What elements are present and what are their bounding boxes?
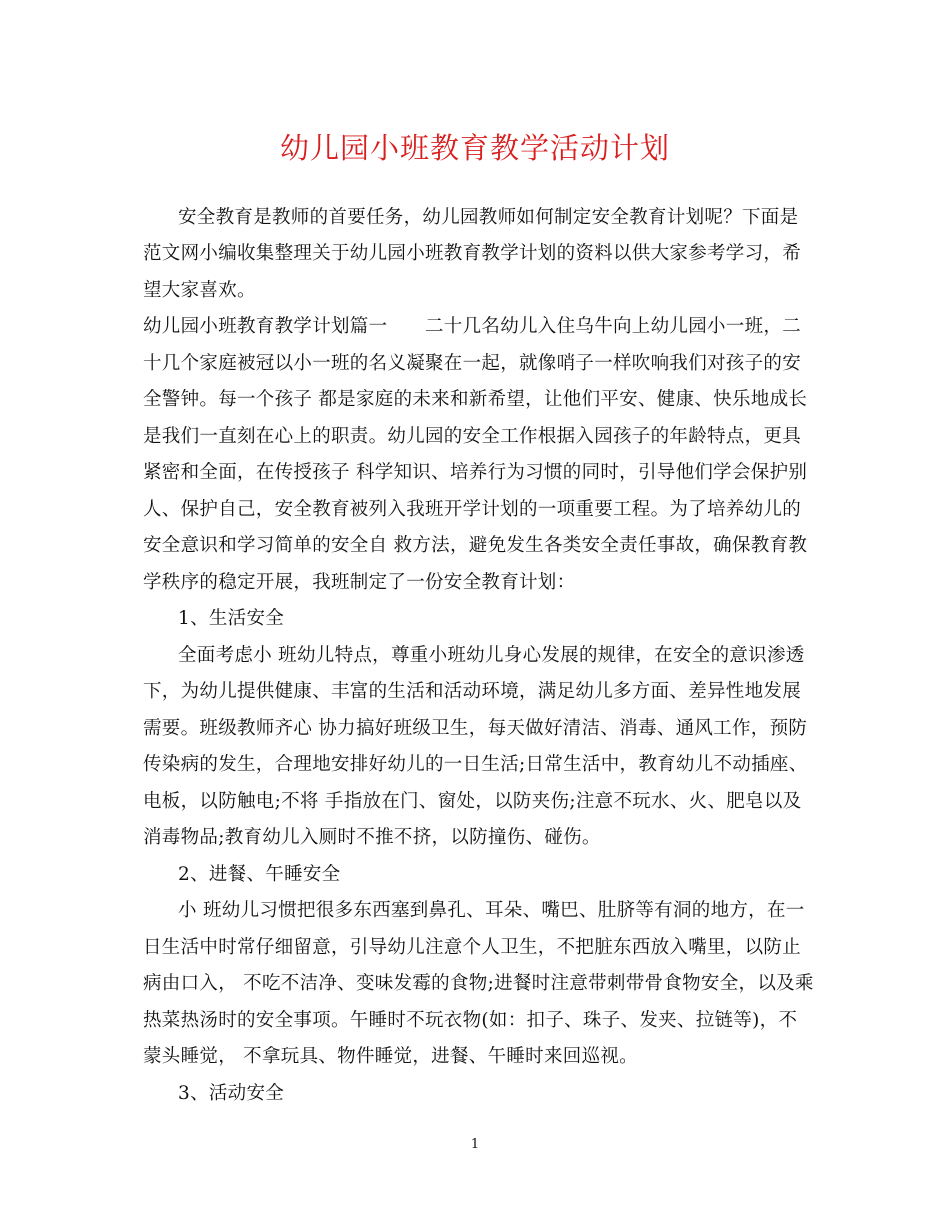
body-line-meal-5: 蒙头睡觉， 不拿玩具、物件睡觉，进餐、午睡时来回巡视。 [143, 1046, 638, 1067]
body-line-plan-6: 人、保护自己，安全教育被列入我班开学计划的一项重要工程。为了培养幼儿的 [143, 499, 802, 520]
body-line-meal-1: 小 班幼儿习惯把很多东西塞到鼻孔、耳朵、嘴巴、肚脐等有洞的地方，在一 [178, 900, 805, 921]
body-line-intro-2: 范文网小编收集整理关于幼儿园小班教育教学计划的资料以供大家参考学习，希 [143, 243, 802, 264]
body-line-life-3: 需要。班级教师齐心 协力搞好班级卫生，每天做好清洁、消毒、通风工作，预防 [143, 718, 808, 739]
section-heading-2: 2、进餐、午睡安全 [178, 864, 341, 885]
body-line-plan-7: 安全意识和学习简单的安全自 救方法，避免发生各类安全责任事故，确保教育教 [143, 535, 808, 556]
body-line-meal-3: 病由口入， 不吃不洁净、变味发霉的食物;进餐时注意带刺带骨食物安全，以及乘 [143, 973, 814, 994]
body-line-intro-1: 安全教育是教师的首要任务，幼儿园教师如何制定安全教育计划呢？下面是 [178, 207, 799, 228]
body-line-meal-4: 热菜热汤时的安全事项。午睡时不玩衣物(如：扣子、珠子、发夹、拉链等)，不 [143, 1010, 798, 1031]
body-line-plan-3: 全警钟。每一个孩子 都是家庭的未来和新希望，让他们平安、健康、快乐地成长 [143, 389, 808, 410]
body-line-life-2: 下，为幼儿提供健康、丰富的生活和活动环境，满足幼儿多方面、差异性地发展 [143, 681, 802, 702]
document-title: 幼儿园小班教育教学活动计划 [279, 131, 670, 165]
body-line-life-4: 传染病的发生，合理地安排好幼儿的一日生活;日常生活中，教育幼儿不动插座、 [143, 754, 808, 775]
body-line-life-5: 电板，以防触电;不将 手指放在门、窗处，以防夹伤;注意不玩水、火、肥皂以及 [143, 791, 802, 812]
body-line-life-6: 消毒物品;教育幼儿入厕时不推不挤，以防撞伤、碰伤。 [143, 827, 601, 848]
body-line-plan-2: 十几个家庭被冠以小一班的名义凝聚在一起，就像哨子一样吹响我们对孩子的安 [143, 353, 802, 374]
body-line-life-1: 全面考虑小 班幼儿特点，尊重小班幼儿身心发展的规律，在安全的意识渗透 [178, 645, 805, 666]
body-line-meal-2: 日生活中时常仔细留意，引导幼儿注意个人卫生，不把脏东西放入嘴里，以防止 [143, 937, 802, 958]
page-number: 1 [470, 1137, 480, 1152]
body-line-plan-4: 是我们一直刻在心上的职责。幼儿园的安全工作根据入园孩子的年龄特点，更具 [143, 426, 802, 447]
section-heading-3: 3、活动安全 [178, 1083, 285, 1104]
body-line-plan-8: 学秩序的稳定开展，我班制定了一份安全教育计划： [143, 572, 576, 593]
section-heading-1: 1、生活安全 [178, 608, 285, 629]
body-line-plan-5: 紧密和全面，在传授孩子 科学知识、培养行为习惯的同时，引导他们学会保护别 [143, 462, 808, 483]
body-line-intro-3: 望大家喜欢。 [143, 280, 256, 301]
body-line-plan-1: 幼儿园小班教育教学计划篇一 二十几名幼儿入住乌牛向上幼儿园小一班，二 [143, 316, 802, 337]
